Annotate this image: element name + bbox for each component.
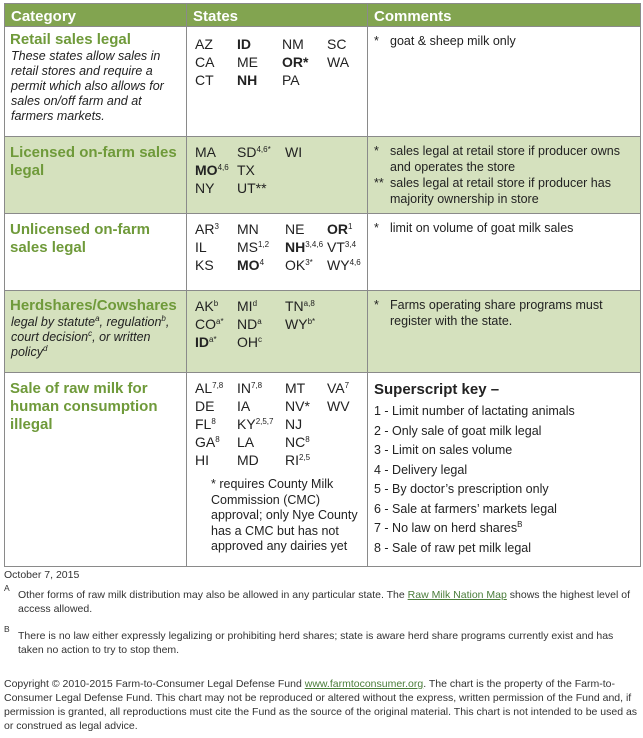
state-wy: WY$^{4,6}$ bbox=[327, 257, 361, 273]
state-ct: CT bbox=[195, 72, 214, 88]
footnote-a-mark: A bbox=[4, 583, 10, 593]
state-nj: NJ bbox=[285, 416, 303, 432]
state-hi: HI bbox=[195, 452, 209, 468]
state-mt: MT bbox=[285, 380, 306, 396]
row-herdshares bbox=[5, 291, 641, 373]
category-title: Retail sales legal bbox=[10, 31, 131, 48]
state-or: $OR^1$ bbox=[327, 221, 353, 237]
comment-item: * Farms operating share programs must register with the state. bbox=[374, 298, 603, 328]
farmtoconsumer-link[interactable]: www.farmtoconsumer.org bbox=[304, 678, 424, 690]
state-vt: VT$^{3,4}$ bbox=[327, 239, 357, 255]
state-ny: NY bbox=[195, 180, 215, 196]
state-ok: $OK^{3*}$ bbox=[285, 257, 313, 273]
superscript-key-item: 8 - Sale of raw pet milk legal bbox=[374, 540, 532, 555]
state-in: IN$^{7,8}$ bbox=[237, 380, 263, 396]
state-sc: SC bbox=[327, 36, 347, 52]
footnote-a-text2: shows the highest level of access allowed. bbox=[18, 589, 630, 615]
copyright-text1: Copyright © 2010-2015 Farm-to-Consumer Legal Defense Fund bbox=[4, 678, 305, 690]
comments-retail bbox=[368, 27, 640, 49]
superscript-key-item: 2 - Only sale of goat milk legal bbox=[374, 423, 542, 438]
comments-herdshares bbox=[368, 291, 640, 329]
header-comments: Comments bbox=[368, 4, 641, 27]
state-tn: TN$^{a,8}$ bbox=[285, 298, 315, 314]
chart-date: October 7, 2015 bbox=[4, 569, 80, 581]
footnote-b: There is no law either expressly legalizing or prohibiting herd shares; state is aware herd share programs currently exist and has taken no action to try to stop them. bbox=[18, 630, 614, 656]
state-de: DE bbox=[195, 398, 215, 414]
row-licensed bbox=[5, 137, 641, 214]
state-co: $CO^{a*}$ bbox=[195, 316, 224, 332]
state-mo: $MO^4$ bbox=[237, 257, 265, 273]
state-or: OR* bbox=[282, 54, 309, 70]
comments-unlicensed bbox=[368, 214, 640, 236]
copyright-text2: . The chart is the property of the Farm-to-Consumer Legal Defense Fund. This chart may not be reproduced or altered without the express, written permission of the Fund and, if permission is granted, all reproductions must cite the Fund as the source of the original material. This chart is not intended to be used as or construed as legal advice. bbox=[4, 678, 638, 732]
category-title: Licensed on-farm sales legal bbox=[10, 144, 177, 179]
state-ca: CA bbox=[195, 54, 215, 70]
state-md: MD bbox=[237, 452, 259, 468]
state-ma: MA bbox=[195, 144, 216, 160]
state-pa: PA bbox=[282, 72, 300, 88]
states-licensed bbox=[187, 137, 367, 201]
nevada-note bbox=[187, 469, 367, 555]
state-fl: $FL^8$ bbox=[195, 416, 216, 432]
state-ms: MS$^{1,2}$ bbox=[237, 239, 270, 255]
category-title: Herdshares/Cowshares bbox=[10, 297, 177, 314]
category-description: legal by statute$^a$, regulation$^b$, court decision$^c$, or written policy$^d$ bbox=[11, 314, 170, 359]
row-unlicensed bbox=[5, 214, 641, 291]
category-description: These states allow sales in retail stores and require a permit which also allows for sales on/off farm and at farmers markets. bbox=[11, 49, 164, 123]
footnote-b-mark: B bbox=[4, 624, 10, 634]
comment-item: * sales legal at retail store if producer owns and operates the store bbox=[374, 144, 620, 174]
state-ne: NE bbox=[285, 221, 305, 237]
state-ia: IA bbox=[237, 398, 251, 414]
footnote-a-text1: Other forms of raw milk distribution may also be allowed in any particular state. The bbox=[18, 589, 408, 601]
category-title: Unlicensed on-farm sales legal bbox=[10, 221, 151, 256]
superscript-key-list bbox=[368, 402, 640, 558]
footnote-a bbox=[18, 588, 642, 616]
state-wv: WV bbox=[327, 398, 350, 414]
state-ky: KY$^{2,5,7}$ bbox=[237, 416, 274, 432]
state-az: AZ bbox=[195, 36, 213, 52]
raw-milk-law-table bbox=[4, 3, 641, 567]
superscript-key-item: 6 - Sale at farmers’ markets legal bbox=[374, 501, 557, 516]
header-states: States bbox=[187, 4, 368, 27]
superscript-key-item: 4 - Delivery legal bbox=[374, 462, 468, 477]
state-va: $VA^7$ bbox=[327, 380, 350, 396]
state-nm: NM bbox=[282, 36, 304, 52]
state-mo: MO$^{4,6}$ bbox=[195, 162, 229, 178]
superscript-key-item: 1 - Limit number of lactating animals bbox=[374, 404, 575, 418]
state-tx: TX bbox=[237, 162, 255, 178]
state-ri: RI$^{2,5}$ bbox=[285, 452, 311, 468]
state-mn: MN bbox=[237, 221, 259, 237]
copyright-notice bbox=[4, 677, 640, 733]
states-unlicensed bbox=[187, 214, 367, 278]
state-sd: $SD^{4,6*}$ bbox=[237, 144, 271, 160]
header-category: Category bbox=[5, 4, 187, 27]
state-nd: $ND^a$ bbox=[237, 316, 262, 332]
state-ut: UT** bbox=[237, 180, 267, 196]
state-nh: NH$^{3,4,6}$ bbox=[285, 239, 324, 255]
states-illegal bbox=[187, 373, 367, 469]
state-id: ID bbox=[237, 36, 251, 52]
state-la: LA bbox=[237, 434, 255, 450]
superscript-key-title: Superscript key – bbox=[374, 381, 500, 398]
state-mi: $MI^d$ bbox=[237, 298, 258, 314]
superscript-key-item: 3 - Limit on sales volume bbox=[374, 443, 513, 457]
state-nh: NH bbox=[237, 72, 258, 88]
superscript-key-item: 5 - By doctor’s prescription only bbox=[374, 482, 549, 496]
state-ga: $GA^8$ bbox=[195, 434, 220, 450]
state-ak: $AK^b$ bbox=[195, 298, 219, 314]
states-herdshares bbox=[187, 291, 367, 355]
comments-licensed bbox=[368, 137, 640, 207]
category-title: Sale of raw milk for human consumption illegal bbox=[10, 380, 158, 433]
state-wy: $WY^{b*}$ bbox=[285, 316, 316, 332]
raw-milk-nation-map-link[interactable]: Raw Milk Nation Map bbox=[407, 589, 507, 601]
state-il: IL bbox=[195, 239, 207, 255]
state-id: $ID^{a*}$ bbox=[195, 334, 217, 350]
state-oh: $OH^c$ bbox=[237, 334, 262, 350]
state-ks: KS bbox=[195, 257, 214, 273]
superscript-key-item: 7 - No law on herd shares$^B$ bbox=[374, 520, 523, 535]
state-wi: WI bbox=[285, 144, 303, 160]
state-nv: NV* bbox=[285, 398, 310, 414]
state-wa: WA bbox=[327, 54, 350, 70]
row-retail bbox=[5, 27, 641, 137]
state-nc: $NC^8$ bbox=[285, 434, 310, 450]
comment-item: * goat & sheep milk only bbox=[374, 34, 516, 48]
states-retail bbox=[187, 27, 367, 93]
state-ar: $AR^3$ bbox=[195, 221, 219, 237]
state-al: AL$^{7,8}$ bbox=[195, 380, 224, 396]
state-me: ME bbox=[237, 54, 258, 70]
row-illegal bbox=[5, 373, 641, 567]
comment-item: * limit on volume of goat milk sales bbox=[374, 221, 574, 235]
nevada-note-text: * requires County Milk Commission (CMC) approval; only Nye County has a CMC but has not approved any dairies yet bbox=[211, 477, 358, 553]
comment-item: ** sales legal at retail store if producer has majority ownership in store bbox=[374, 176, 611, 206]
